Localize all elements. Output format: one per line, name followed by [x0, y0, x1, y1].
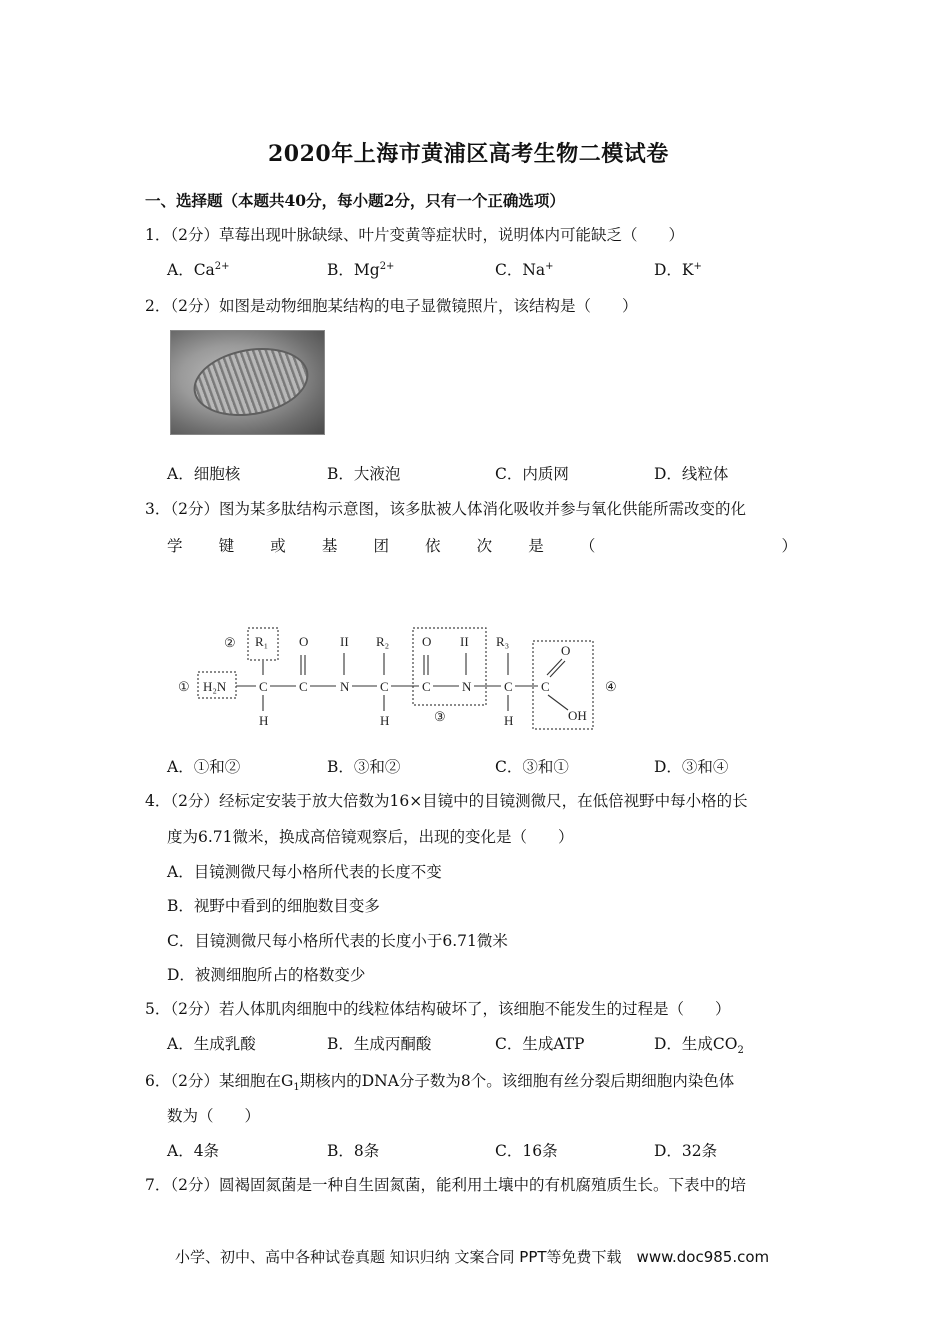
question-6-stem: 6．（2分）某细胞在$G_1$期核内的DNA分子数为8个。该细胞有丝分裂后期细胞内染色体 [145, 1072, 735, 1094]
question-1-stem: 1．（2分）草莓出现叶脉缺绿、叶片变黄等症状时，说明体内可能缺乏（ ） [145, 226, 684, 244]
carbon-1: C [259, 679, 268, 694]
q3-option-d: D．③和④ [654, 758, 729, 776]
q6-option-a: A．4条 [167, 1142, 220, 1160]
q1-option-d: D．K+ [654, 260, 702, 279]
q3-option-b: B．③和② [327, 758, 401, 776]
section-heading: 一、选择题（本题共40分，每小题2分，只有一个正确选项） [145, 191, 565, 210]
carbon-3: C [380, 679, 389, 694]
carbon-2: C [299, 679, 308, 694]
polypeptide-diagram [170, 625, 630, 735]
q3-option-a: A．①和② [167, 758, 241, 776]
q4-option-c: C．目镜测微尺每小格所代表的长度小于6.71微米 [167, 932, 508, 950]
question-2-stem: 2．（2分）如图是动物细胞某结构的电子显微镜照片，该结构是（ ） [145, 297, 638, 315]
q1-option-c: C．Na+ [495, 260, 554, 279]
q4-option-d: D．被测细胞所占的格数变少 [167, 966, 366, 984]
q6-option-d: D．32条 [654, 1142, 718, 1160]
nitrogen-2: N [462, 679, 472, 694]
r3-group: R₃ [496, 634, 510, 649]
r1-group: R₁ [255, 634, 269, 649]
q2-option-d: D．线粒体 [654, 465, 729, 483]
hydrogen-c5: H [504, 713, 514, 728]
mitochondrion-micrograph [170, 330, 325, 435]
q5-option-c: C．生成ATP [495, 1035, 585, 1053]
question-4-stem: 4．（2分）经标定安装于放大倍数为16×目镜中的目镜测微尺，在低倍视野中每小格的长 [145, 792, 748, 810]
nitrogen-1: N [340, 679, 350, 694]
page-title: 2020年上海市黄浦区高考生物二模试卷 [268, 141, 669, 167]
hydrogen-c3: H [380, 713, 390, 728]
carbon-4: C [422, 679, 431, 694]
question-7-stem: 7．（2分）圆褐固氮菌是一种自生固氮菌，能利用土壤中的有机腐殖质生长。下表中的培 [145, 1176, 746, 1194]
r2-group: R₂ [376, 634, 390, 649]
question-6-stem-continued: 数为（ ） [167, 1107, 261, 1125]
label-3: ③ [434, 709, 446, 724]
label-1: ① [178, 679, 190, 694]
q2-option-b: B．大液泡 [327, 465, 401, 483]
q6-option-c: C．16条 [495, 1142, 558, 1160]
q1-option-b: B．$Mg^{2+}$ [327, 260, 395, 279]
label-2: ② [224, 635, 236, 650]
q4-option-b: B．视野中看到的细胞数目变多 [167, 897, 380, 915]
hydrogen-c1: H [259, 713, 269, 728]
carbon-5: C [504, 679, 513, 694]
question-3-stem-continued: 学 键 或 基 团 依 次 是 （ ） [167, 537, 797, 555]
q4-option-a: A．目镜测微尺每小格所代表的长度不变 [167, 863, 442, 881]
q2-option-a: A．细胞核 [167, 465, 241, 483]
hydrogen-n2: II [460, 634, 469, 649]
q6-option-b: B．8条 [327, 1142, 380, 1160]
hydrogen-n1: II [340, 634, 349, 649]
question-5-stem: 5．（2分）若人体肌肉细胞中的线粒体结构破坏了，该细胞不能发生的过程是（ ） [145, 1000, 731, 1018]
footer-text: 小学、初中、高中各种试卷真题 知识归纳 文案合同 PPT等免费下载 www.doc985.com [175, 1248, 770, 1266]
oxygen-3: O [561, 643, 571, 658]
q2-option-c: C．内质网 [495, 465, 569, 483]
q5-option-a: A．生成乳酸 [167, 1035, 256, 1053]
q1-option-a: A．$Ca^{2+}$ [167, 260, 230, 279]
h2n-group: H₂N [203, 679, 227, 694]
oxygen-1: O [299, 634, 309, 649]
question-4-stem-continued: 度为6.71微米，换成高倍镜观察后，出现的变化是（ ） [167, 828, 574, 846]
q5-option-b: B．生成丙酮酸 [327, 1035, 432, 1053]
carbon-6: C [541, 679, 550, 694]
label-4: ④ [605, 679, 617, 694]
q5-option-d: D．生成$CO_2$ [654, 1035, 744, 1057]
q3-option-c: C．③和① [495, 758, 569, 776]
hydroxyl: OH [568, 708, 587, 723]
question-3-stem: 3．（2分）图为某多肽结构示意图，该多肽被人体消化吸收并参与氧化供能所需改变的化 [145, 500, 746, 518]
oxygen-2: O [422, 634, 432, 649]
